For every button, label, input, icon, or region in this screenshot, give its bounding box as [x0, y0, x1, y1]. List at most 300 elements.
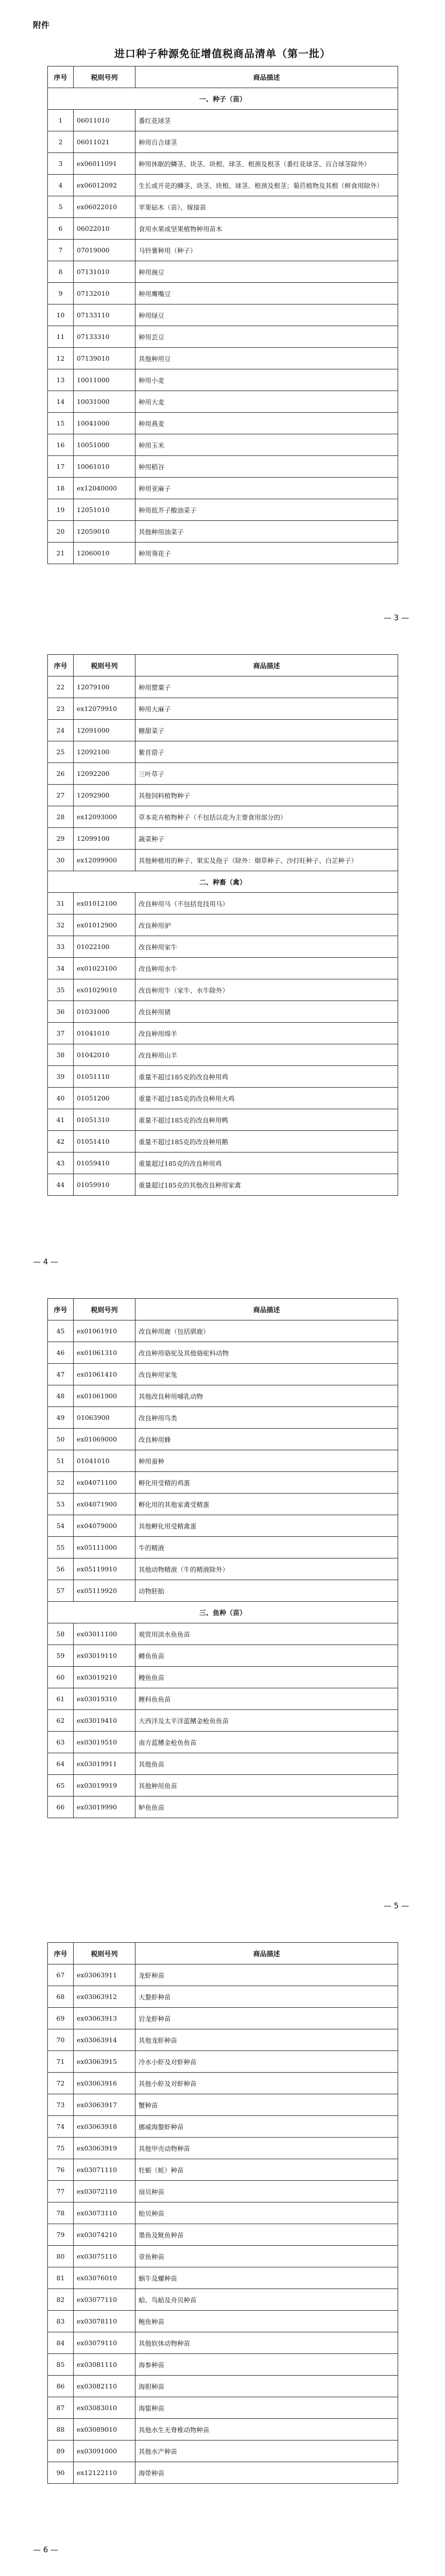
row-description: 海蜇种苗	[135, 2397, 398, 2419]
row-seq: 61	[48, 1688, 74, 1710]
row-tariff-code: 01051200	[74, 1088, 135, 1109]
table-row	[48, 979, 398, 1001]
row-description: 种用鹰嘴豆	[135, 283, 398, 304]
row-description: 改良种用蜂	[135, 1429, 398, 1450]
row-tariff-code: ex03074210	[74, 2224, 135, 2246]
row-tariff-code: ex06012092	[74, 175, 135, 196]
row-description: 糖甜菜子	[135, 720, 398, 741]
header-seq: 序号	[48, 1299, 74, 1320]
row-description: 改良种用家兔	[135, 1364, 398, 1385]
table-row	[48, 456, 398, 478]
table-row	[48, 1558, 398, 1580]
row-tariff-code: ex03089010	[74, 2419, 135, 2441]
table-row	[48, 1174, 398, 1196]
row-seq: 87	[48, 2397, 74, 2419]
row-description: 草本花卉植物种子（不包括以花为主要食用部分的）	[135, 806, 398, 828]
header-tariff-code: 税则号列	[74, 1299, 135, 1320]
row-seq: 69	[48, 2008, 74, 2029]
row-description: 改良种用鹿（包括驯鹿）	[135, 1320, 398, 1342]
table-row	[48, 1580, 398, 1602]
row-tariff-code: 12092200	[74, 763, 135, 785]
table-row	[48, 2397, 398, 2419]
row-description: 其他龙虾种苗	[135, 2029, 398, 2051]
row-tariff-code: ex01029010	[74, 979, 135, 1001]
table-row	[48, 1001, 398, 1023]
table-row	[48, 2051, 398, 2073]
row-description: 种用亚麻子	[135, 478, 398, 499]
row-seq: 76	[48, 2159, 74, 2181]
row-tariff-code: ex03019990	[74, 1797, 135, 1818]
row-seq: 88	[48, 2419, 74, 2441]
row-seq: 21	[48, 543, 74, 564]
row-description: 改良种用马（不包括竞技用马）	[135, 893, 398, 914]
commodity-table-page-4	[47, 654, 398, 1196]
row-seq: 51	[48, 1450, 74, 1472]
row-tariff-code: ex03079110	[74, 2332, 135, 2354]
table-row	[48, 1109, 398, 1131]
row-tariff-code: ex03073110	[74, 2202, 135, 2224]
row-seq: 48	[48, 1385, 74, 1407]
commodity-table-page-5	[47, 1298, 398, 1818]
row-description: 鳗鱼鱼苗	[135, 1667, 398, 1688]
row-seq: 36	[48, 1001, 74, 1023]
row-description: 其他改良种用哺乳动物	[135, 1385, 398, 1407]
row-tariff-code: 01051110	[74, 1066, 135, 1088]
row-seq: 7	[48, 240, 74, 261]
row-tariff-code: 12051010	[74, 499, 135, 521]
table-row	[48, 958, 398, 979]
table-row	[48, 131, 398, 153]
row-description: 重量不超过185克的改良种用鸭	[135, 1109, 398, 1131]
row-seq: 75	[48, 2138, 74, 2159]
row-description: 蟹种苗	[135, 2094, 398, 2116]
table-row	[48, 2181, 398, 2202]
row-tariff-code: 12092100	[74, 741, 135, 763]
row-description: 鲍鱼种苗	[135, 2311, 398, 2332]
row-description: 其他饲料植物种子	[135, 785, 398, 806]
table-header-row	[48, 1299, 398, 1320]
table-row	[48, 1044, 398, 1066]
row-tariff-code: ex12099900	[74, 850, 135, 871]
row-tariff-code: ex03063917	[74, 2094, 135, 2116]
row-tariff-code: 06022010	[74, 218, 135, 240]
page-number: — 3 —	[383, 613, 409, 622]
row-tariff-code: ex06022010	[74, 196, 135, 218]
table-row	[48, 1710, 398, 1732]
row-seq: 67	[48, 1964, 74, 1986]
row-seq: 56	[48, 1558, 74, 1580]
table-row	[48, 1023, 398, 1044]
row-tariff-code: 10051000	[74, 434, 135, 456]
row-tariff-code: ex03091000	[74, 2441, 135, 2462]
row-tariff-code: ex04079000	[74, 1515, 135, 1537]
row-tariff-code: ex01023100	[74, 958, 135, 979]
row-seq: 6	[48, 218, 74, 240]
row-tariff-code: ex03063911	[74, 1964, 135, 1986]
row-description: 孵化用的其他家禽受精蛋	[135, 1494, 398, 1515]
row-description: 观赏用淡水鱼鱼苗	[135, 1623, 398, 1645]
table-row	[48, 218, 398, 240]
row-seq: 60	[48, 1667, 74, 1688]
row-tariff-code: 12099100	[74, 828, 135, 850]
table-row	[48, 2441, 398, 2462]
row-tariff-code: ex03063915	[74, 2051, 135, 2073]
row-description: 种用燕麦	[135, 413, 398, 434]
row-seq: 35	[48, 979, 74, 1001]
row-seq: 44	[48, 1174, 74, 1196]
row-tariff-code: ex01061310	[74, 1342, 135, 1364]
row-seq: 84	[48, 2332, 74, 2354]
table-row	[48, 1407, 398, 1429]
row-description: 大螯虾种苗	[135, 1986, 398, 2008]
category-row	[48, 871, 398, 893]
row-seq: 81	[48, 2267, 74, 2289]
table-header-row	[48, 1943, 398, 1964]
row-tariff-code: ex03063913	[74, 2008, 135, 2029]
row-description: 番红花球茎	[135, 110, 398, 131]
row-tariff-code: ex01012900	[74, 914, 135, 936]
category-row	[48, 1602, 398, 1623]
row-tariff-code: ex12079910	[74, 698, 135, 720]
row-seq: 80	[48, 2246, 74, 2267]
row-seq: 74	[48, 2116, 74, 2138]
row-tariff-code: 07139010	[74, 348, 135, 369]
row-seq: 19	[48, 499, 74, 521]
row-seq: 40	[48, 1088, 74, 1109]
row-seq: 26	[48, 763, 74, 785]
row-tariff-code: 01042010	[74, 1044, 135, 1066]
row-seq: 54	[48, 1515, 74, 1537]
row-tariff-code: 06011010	[74, 110, 135, 131]
row-seq: 42	[48, 1131, 74, 1153]
row-tariff-code: 07133310	[74, 326, 135, 348]
row-seq: 8	[48, 261, 74, 283]
table-row	[48, 391, 398, 413]
row-tariff-code: ex12040000	[74, 478, 135, 499]
row-seq: 18	[48, 478, 74, 499]
row-tariff-code: ex12122110	[74, 2462, 135, 2484]
row-description: 改良种用骆驼及其他骆驼科动物	[135, 1342, 398, 1364]
row-tariff-code: ex03082110	[74, 2376, 135, 2397]
row-description: 动物胚胎	[135, 1580, 398, 1602]
row-description: 种用稻谷	[135, 456, 398, 478]
row-tariff-code: 01063900	[74, 1407, 135, 1429]
row-tariff-code: ex03072110	[74, 2181, 135, 2202]
row-description: 牡蛎（蚝）种苗	[135, 2159, 398, 2181]
table-row	[48, 2202, 398, 2224]
row-tariff-code: 06011021	[74, 131, 135, 153]
row-tariff-code: ex03019510	[74, 1732, 135, 1753]
row-description: 其他种用油菜子	[135, 521, 398, 543]
header-description: 商品描述	[135, 655, 398, 676]
table-row	[48, 1537, 398, 1558]
row-description: 海带种苗	[135, 2462, 398, 2484]
row-tariff-code: ex03019410	[74, 1710, 135, 1732]
row-seq: 43	[48, 1153, 74, 1174]
row-description: 鲈鱼鱼苗	[135, 1797, 398, 1818]
row-description: 重量超过185克的改良种用鸡	[135, 1153, 398, 1174]
table-row	[48, 1688, 398, 1710]
table-row	[48, 850, 398, 871]
row-tariff-code: 12060010	[74, 543, 135, 564]
row-tariff-code: ex03011100	[74, 1623, 135, 1645]
row-seq: 58	[48, 1623, 74, 1645]
row-tariff-code: ex04071900	[74, 1494, 135, 1515]
table-row	[48, 1797, 398, 1818]
table-row	[48, 2332, 398, 2354]
row-seq: 3	[48, 153, 74, 175]
table-row	[48, 1472, 398, 1494]
header-tariff-code: 税则号列	[74, 1943, 135, 1964]
row-seq: 13	[48, 369, 74, 391]
row-seq: 55	[48, 1537, 74, 1558]
row-seq: 71	[48, 2051, 74, 2073]
row-tariff-code: ex03063912	[74, 1986, 135, 2008]
row-tariff-code: 12079100	[74, 676, 135, 698]
page-number: — 5 —	[383, 1901, 409, 1910]
row-seq: 2	[48, 131, 74, 153]
row-tariff-code: 01022100	[74, 936, 135, 958]
table-row	[48, 2246, 398, 2267]
row-description: 扇贝种苗	[135, 2181, 398, 2202]
table-row	[48, 1753, 398, 1775]
table-row	[48, 1385, 398, 1407]
table-row	[48, 2289, 398, 2311]
table-row	[48, 434, 398, 456]
page-number: — 4 —	[33, 1257, 59, 1266]
table-row	[48, 2354, 398, 2376]
table-row	[48, 1494, 398, 1515]
row-seq: 65	[48, 1775, 74, 1797]
table-row	[48, 1088, 398, 1109]
row-seq: 79	[48, 2224, 74, 2246]
row-tariff-code: 07131010	[74, 261, 135, 283]
row-seq: 64	[48, 1753, 74, 1775]
row-description: 其他孵化用受精禽蛋	[135, 1515, 398, 1537]
row-tariff-code: ex03076010	[74, 2267, 135, 2289]
table-row	[48, 1732, 398, 1753]
row-seq: 50	[48, 1429, 74, 1450]
row-seq: 73	[48, 2094, 74, 2116]
table-row	[48, 2073, 398, 2094]
commodity-table-page-3	[47, 66, 398, 564]
header-tariff-code: 税则号列	[74, 655, 135, 676]
row-description: 改良种用家牛	[135, 936, 398, 958]
row-tariff-code: ex03019110	[74, 1645, 135, 1667]
table-row	[48, 348, 398, 369]
row-description: 蜗牛及螺种苗	[135, 2267, 398, 2289]
table-row	[48, 1342, 398, 1364]
row-description: 其他水产种苗	[135, 2441, 398, 2462]
row-seq: 86	[48, 2376, 74, 2397]
row-description: 改良种用猪	[135, 1001, 398, 1023]
table-row	[48, 2008, 398, 2029]
table-row	[48, 1645, 398, 1667]
table-row	[48, 698, 398, 720]
row-tariff-code: 07133110	[74, 304, 135, 326]
row-seq: 62	[48, 1710, 74, 1732]
table-header-row	[48, 66, 398, 88]
row-seq: 10	[48, 304, 74, 326]
row-tariff-code: 12059010	[74, 521, 135, 543]
row-tariff-code: ex03063916	[74, 2073, 135, 2094]
row-tariff-code: 07132010	[74, 283, 135, 304]
row-description: 重量不超过185克的改良种用鸡	[135, 1066, 398, 1088]
row-tariff-code: 01031000	[74, 1001, 135, 1023]
row-seq: 90	[48, 2462, 74, 2484]
page-number: — 6 —	[33, 2545, 59, 2554]
category-heading: 二、种畜（禽）	[48, 871, 398, 893]
row-tariff-code: ex03063918	[74, 2116, 135, 2138]
row-tariff-code: ex01069000	[74, 1429, 135, 1450]
row-description: 其他鱼苗	[135, 1753, 398, 1775]
row-description: 种用芸豆	[135, 326, 398, 348]
header-tariff-code: 税则号列	[74, 66, 135, 88]
row-description: 种用玉米	[135, 434, 398, 456]
row-description: 种用绿豆	[135, 304, 398, 326]
table-row	[48, 785, 398, 806]
row-description: 蔬菜种子	[135, 828, 398, 850]
row-tariff-code: ex03071110	[74, 2159, 135, 2181]
row-seq: 34	[48, 958, 74, 979]
row-description: 改良种用山羊	[135, 1044, 398, 1066]
table-row	[48, 1986, 398, 2008]
row-description: 海参种苗	[135, 2354, 398, 2376]
table-row	[48, 110, 398, 131]
row-seq: 23	[48, 698, 74, 720]
row-seq: 53	[48, 1494, 74, 1515]
table-row	[48, 1429, 398, 1450]
row-seq: 33	[48, 936, 74, 958]
row-tariff-code: ex03083010	[74, 2397, 135, 2419]
row-description: 大西洋及太平洋蓝鳍金枪鱼鱼苗	[135, 1710, 398, 1732]
table-row	[48, 676, 398, 698]
row-description: 食用水果或坚果植物种用苗木	[135, 218, 398, 240]
row-description: 改良种用水牛	[135, 958, 398, 979]
table-row	[48, 1775, 398, 1797]
row-description: 龙虾种苗	[135, 1964, 398, 1986]
table-header-row	[48, 655, 398, 676]
row-description: 种用葵花子	[135, 543, 398, 564]
category-heading: 一、种子（苗）	[48, 88, 398, 110]
row-description: 其他种用鱼苗	[135, 1775, 398, 1797]
table-row	[48, 1153, 398, 1174]
row-tariff-code: ex03019919	[74, 1775, 135, 1797]
header-description: 商品描述	[135, 66, 398, 88]
row-tariff-code: ex03078110	[74, 2311, 135, 2332]
table-row	[48, 196, 398, 218]
row-description: 种用大麦	[135, 391, 398, 413]
row-seq: 28	[48, 806, 74, 828]
row-tariff-code: 01051310	[74, 1109, 135, 1131]
table-row	[48, 763, 398, 785]
row-description: 牛的精液	[135, 1537, 398, 1558]
row-description: 改良种用驴	[135, 914, 398, 936]
row-seq: 9	[48, 283, 74, 304]
row-tariff-code: 10031000	[74, 391, 135, 413]
table-row	[48, 261, 398, 283]
table-row	[48, 240, 398, 261]
row-tariff-code: ex05119920	[74, 1580, 135, 1602]
table-row	[48, 2267, 398, 2289]
row-seq: 89	[48, 2441, 74, 2462]
row-seq: 57	[48, 1580, 74, 1602]
table-row	[48, 175, 398, 196]
row-seq: 39	[48, 1066, 74, 1088]
row-description: 苹果砧木（苗）、嫁接苗	[135, 196, 398, 218]
row-description: 生长或开花的鳞茎、块茎、块根、球茎、根颈及根茎；菊苣植物及其根（鲜食用除外）	[135, 175, 398, 196]
row-seq: 12	[48, 348, 74, 369]
header-description: 商品描述	[135, 1299, 398, 1320]
row-description: 冷水小虾及对虾种苗	[135, 2051, 398, 2073]
row-description: 海胆种苗	[135, 2376, 398, 2397]
row-seq: 83	[48, 2311, 74, 2332]
row-tariff-code: ex03019210	[74, 1667, 135, 1688]
row-seq: 24	[48, 720, 74, 741]
table-row	[48, 1623, 398, 1645]
row-seq: 1	[48, 110, 74, 131]
row-seq: 25	[48, 741, 74, 763]
row-tariff-code: ex06011091	[74, 153, 135, 175]
row-seq: 68	[48, 1986, 74, 2008]
table-row	[48, 2116, 398, 2138]
table-row	[48, 1450, 398, 1472]
table-row	[48, 1066, 398, 1088]
row-description: 鳟鱼鱼苗	[135, 1645, 398, 1667]
row-description: 紫苜蓿子	[135, 741, 398, 763]
table-row	[48, 2376, 398, 2397]
row-seq: 37	[48, 1023, 74, 1044]
table-row	[48, 2138, 398, 2159]
row-seq: 5	[48, 196, 74, 218]
row-description: 重量不超过185克的改良种用火鸡	[135, 1088, 398, 1109]
table-row	[48, 720, 398, 741]
table-row	[48, 521, 398, 543]
row-description: 重量超过185克的其他改良种用家禽	[135, 1174, 398, 1196]
header-description: 商品描述	[135, 1943, 398, 1964]
table-row	[48, 893, 398, 914]
row-seq: 27	[48, 785, 74, 806]
row-description: 种用豌豆	[135, 261, 398, 283]
row-seq: 52	[48, 1472, 74, 1494]
header-seq: 序号	[48, 655, 74, 676]
row-tariff-code: 01051410	[74, 1131, 135, 1153]
row-description: 种用小麦	[135, 369, 398, 391]
row-description: 改良种用鸟类	[135, 1407, 398, 1429]
row-seq: 22	[48, 676, 74, 698]
row-description: 孵化用受精的鸡蛋	[135, 1472, 398, 1494]
row-tariff-code: ex03081110	[74, 2354, 135, 2376]
row-seq: 63	[48, 1732, 74, 1753]
table-row	[48, 741, 398, 763]
row-seq: 16	[48, 434, 74, 456]
row-seq: 11	[48, 326, 74, 348]
table-row	[48, 326, 398, 348]
row-description: 其他种植用的种子、果实及孢子（除外：烟草种子、沙打旺种子、白芷种子）	[135, 850, 398, 871]
row-tariff-code: ex03019911	[74, 1753, 135, 1775]
table-row	[48, 2224, 398, 2246]
row-tariff-code: ex01012100	[74, 893, 135, 914]
row-seq: 66	[48, 1797, 74, 1818]
row-tariff-code: ex05119910	[74, 1558, 135, 1580]
table-row	[48, 1320, 398, 1342]
table-row	[48, 2419, 398, 2441]
row-description: 贻贝种苗	[135, 2202, 398, 2224]
row-seq: 31	[48, 893, 74, 914]
row-description: 岩龙虾种苗	[135, 2008, 398, 2029]
table-row	[48, 936, 398, 958]
row-tariff-code: 01059910	[74, 1174, 135, 1196]
